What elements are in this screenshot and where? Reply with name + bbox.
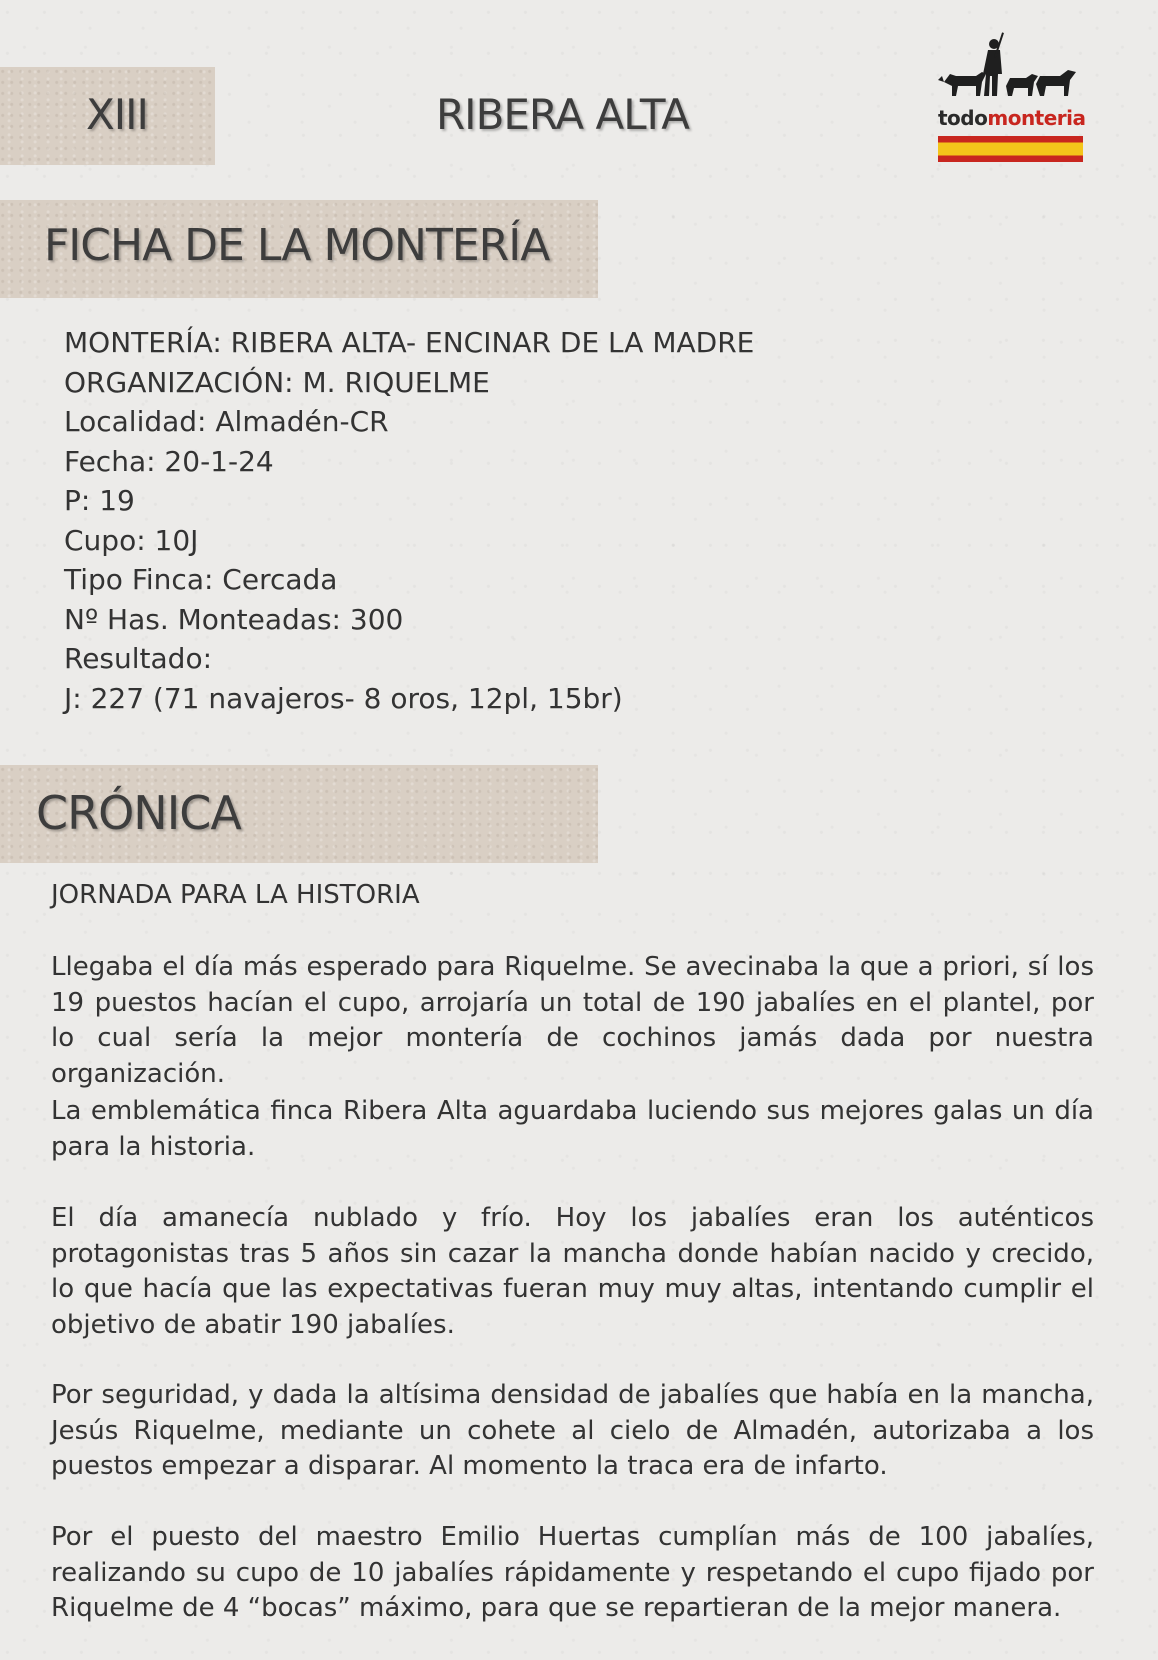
ficha-line: P: 19	[64, 484, 135, 517]
ficha-line: Nº Has. Monteadas: 300	[64, 602, 404, 636]
cronica-paragraph: Por el puesto del maestro Emilio Huertas cumplían más de 100 jabalíes, realizando su cupo de 10 jabalíes rápidamente y respetando el cupo fijado por Riquelme de 4 “bocas” máximo, para que se repartieran de la mejor manera.	[51, 1522, 1094, 1623]
ficha-line: Tipo Finca: Cercada	[64, 563, 338, 596]
cronica-paragraph: El día amanecía nublado y frío. Hoy los jabalíes eran los auténticos protagonistas tras 5 años sin cazar la mancha donde habían nacido y crecido, lo que hacía que las expectativas fueran muy muy altas, intentando cumplir el objetivo de abatir 190 jabalíes.	[51, 1203, 1094, 1340]
todomonteria-logo	[936, 30, 1086, 165]
cronica-paragraph: La emblemática finca Ribera Alta aguardaba luciendo sus mejores galas un día para la historia.	[51, 1096, 1094, 1162]
ficha-line: ORGANIZACIÓN: M. RIQUELME	[64, 365, 490, 399]
ficha-heading: FICHA DE LA MONTERÍA	[44, 220, 550, 271]
ficha-line: Localidad: Almadén-CR	[64, 405, 389, 438]
ficha-line: Fecha: 20-1-24	[64, 444, 274, 478]
cronica-paragraph: Llegaba el día más esperado para Riquelme. Se avecinaba la que a priori, sí los 19 puestos hacían el cupo, arrojaría un total de 190 jabalíes en el plantel, por lo cual sería la mejor montería de cochinos jamás dada por nuestra organización.	[51, 952, 1094, 1089]
ficha-line: Cupo: 10J	[64, 523, 199, 557]
cronica-paragraph: Por seguridad, y dada la altísima densidad de jabalíes que había en la mancha, Jesús Riquelme, mediante un cohete al cielo de Almadén, autorizaba a los puestos empezar a disparar. Al momento la traca era de infarto.	[51, 1380, 1094, 1481]
page-title: RIBERA ALTA	[436, 90, 689, 139]
ficha-line: MONTERÍA: RIBERA ALTA- ENCINAR DE LA MADRE	[64, 326, 755, 359]
cronica-heading: CRÓNICA	[36, 786, 241, 840]
hunter-with-dogs-icon	[936, 30, 1086, 110]
ficha-list	[64, 323, 754, 718]
spain-flag	[938, 136, 1083, 162]
cronica-subtitle: JORNADA PARA LA HISTORIA	[51, 880, 420, 910]
ficha-line: Resultado:	[64, 642, 213, 675]
ficha-line: J: 227 (71 navajeros- 8 oros, 12pl, 15br)	[64, 681, 623, 715]
chapter-number: XIII	[86, 90, 148, 139]
logo-wordmark: todomonteria	[938, 106, 1086, 130]
